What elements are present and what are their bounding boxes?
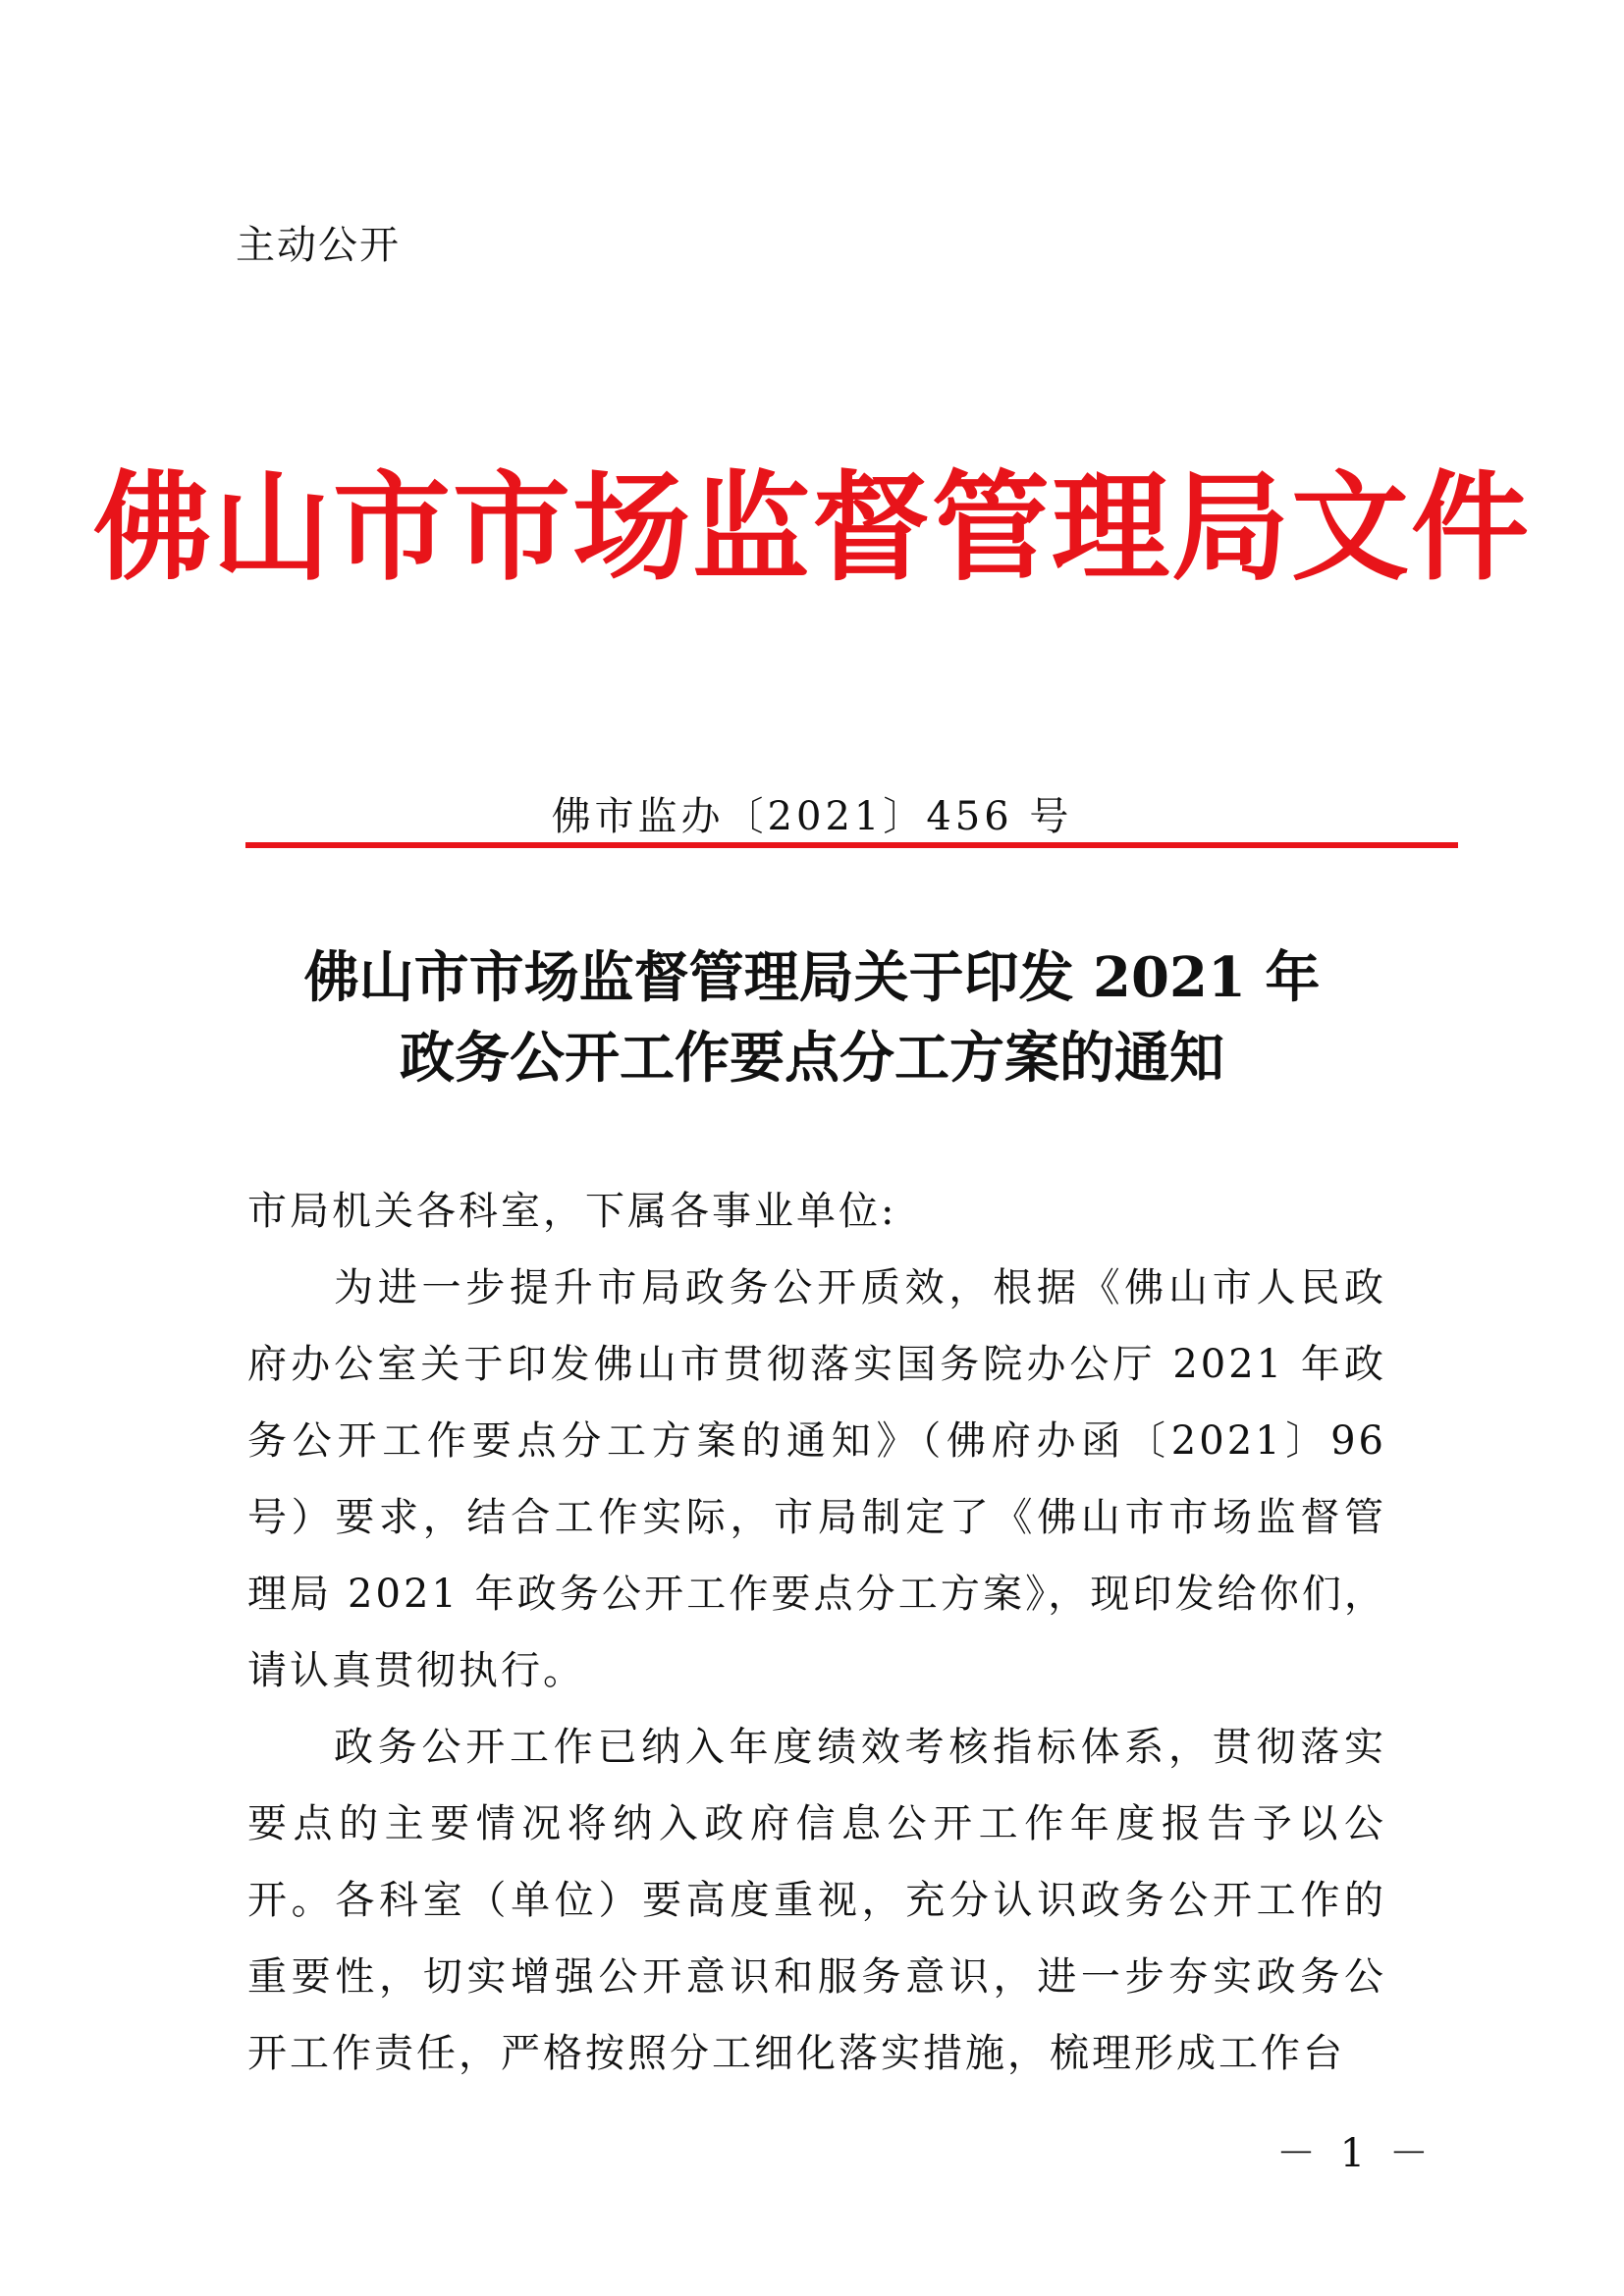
title-line-1: 佛山市市场监督管理局关于印发 2021 年: [303, 945, 1321, 1010]
red-header-org-title: 佛山市市场监督管理局文件: [93, 458, 1531, 597]
document-title: [0, 937, 1624, 1098]
title-line-2: 政务公开工作要点分工方案的通知: [400, 1026, 1224, 1091]
document-body: [247, 1173, 1386, 2092]
document-number: 佛市监办〔2021〕456 号: [551, 794, 1073, 839]
red-divider-rule: [245, 842, 1458, 848]
disclosure-label: 主动公开: [236, 223, 401, 268]
page-number: － 1 －: [1276, 2131, 1435, 2176]
salutation: 市局机关各科室，下属各事业单位:: [247, 1189, 897, 1234]
body-paragraph-2: 政务公开工作已纳入年度绩效考核指标体系，贯彻落实要点的主要情况将纳入政府信息公开工作年度报告予以公开。各科室（单位）要高度重视，充分认识政务公开工作的重要性，切实增强公开意识和服务意识，进一步夯实政务公开工作责任，严格按照分工细化落实措施，梳理形成工作台: [247, 1725, 1386, 2076]
body-paragraph-1: 为进一步提升市局政务公开质效，根据《佛山市人民政府办公室关于印发佛山市贯彻落实国务院办公厅 2021 年政务公开工作要点分工方案的通知》（佛府办函〔2021〕96 号）要求，结合工作实际，市局制定了《佛山市市场监督管理局 2021 年政务公开工作要点分工方案》，现印发给你们，请认真贯彻执行。: [247, 1265, 1386, 1693]
